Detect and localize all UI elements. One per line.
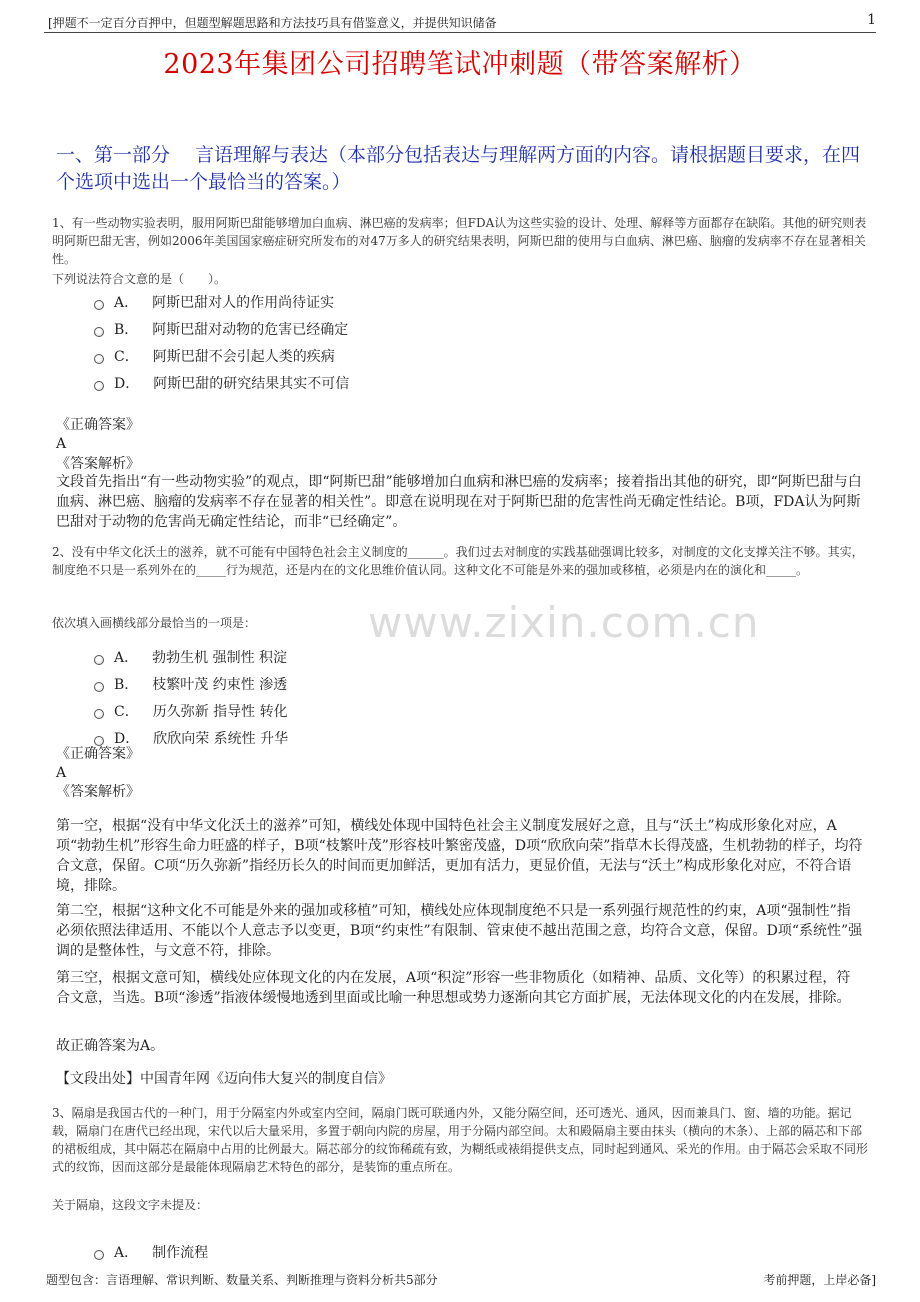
q2-source: 【文段出处】中国青年网《迈向伟大复兴的制度自信》 <box>56 1071 392 1087</box>
radio-icon[interactable] <box>94 682 104 692</box>
q1-option-c[interactable] <box>94 346 335 366</box>
q1-option-b[interactable] <box>94 319 348 339</box>
q2-stem: 2、没有中华文化沃土的滋养，就不可能有中国特色社会主义制度的______。我们过去对制度的实践基础强调比较多，对制度的文化支撑关注不够。其实，制度绝不只是一系列外在的_____行为规范，还是内在的文化思维价值认同。这种文化不可能是外来的强加或移植，必须是内在的演化和_____。 <box>52 545 864 577</box>
q1-analysis-label: 《答案解析》 <box>56 456 140 472</box>
q2-option-c[interactable] <box>94 701 288 721</box>
q3-option-a[interactable] <box>94 1242 208 1262</box>
option-text: 阿斯巴甜不会引起人类的疾病 <box>152 349 335 365</box>
radio-icon[interactable] <box>94 381 104 391</box>
option-letter: B． <box>114 322 139 338</box>
q2-analysis-p2: 第二空，根据“这种文化不可能是外来的强加或移植”可知，横线处应体现制度绝不只是一系列强行规范性的约束，A项“强制性”指必须依照法律适用、不能以个人意志予以变更，B项“约束性”有限制、管束使不越出范围之意，均符合文意，保留。D项“系统性”强调的是整体性，与文意不符，排除。 <box>56 903 863 959</box>
radio-icon[interactable] <box>94 709 104 719</box>
q2-analysis-p3: 第三空，根据文意可知，横线处应体现文化的内在发展，A项“积淀”形容一些非物质化（如精神、品质、文化等）的积累过程，符合文意，当选。B项“渗透”指液体缓慢地透到里面或比喻一种思想或势力逐渐向其它方面扩展，无法体现文化的内在发展，排除。 <box>56 970 851 1006</box>
page-number: 1 <box>867 12 876 28</box>
option-letter: C． <box>114 704 139 720</box>
radio-icon[interactable] <box>94 327 104 337</box>
q1-option-a[interactable] <box>94 292 334 312</box>
q1-analysis: 文段首先指出“有一些动物实验”的观点，即“阿斯巴甜”能够增加白血病和淋巴癌的发病率；接着指出其他的研究，即“阿斯巴甜与白血病、淋巴癌、脑瘤的发病率不存在显著的相关性”。即意在说明现在对于阿斯巴甜的危害性尚无确定性结论。B项，FDA认为阿斯巴甜对于动物的危害尚无确定性结论，而非“已经确定”。 <box>56 474 862 530</box>
option-text: 历久弥新 指导性 转化 <box>152 704 288 720</box>
q2-prompt: 依次填入画横线部分最恰当的一项是： <box>52 616 257 630</box>
q2-analysis-p1: 第一空，根据“没有中华文化沃土的滋养”可知，横线处体现中国特色社会主义制度发展好之意，且与“沃土”构成形象化对应，A项“勃勃生机”形容生命力旺盛的样子，B项“枝繁叶茂”形容枝叶繁密茂盛，D项“欣欣向荣”指草木长得茂盛，生机勃勃的样子，均符合文意，保留。C项“历久弥新”指经历长久的时间而更加鲜活，更加有活力，更显价值，无法与“沃土”构成形象化对应，不符合语境，排除。 <box>56 818 863 894</box>
radio-icon[interactable] <box>94 354 104 364</box>
footer-tagline: 考前押题，上岸必备] <box>763 1273 876 1287</box>
option-letter: D． <box>114 376 140 392</box>
q3-stem: 3、隔扇是我国古代的一种门，用于分隔室内外或室内空间，隔扇门既可联通内外，又能分隔空间，还可透光、通风，因而兼具门、窗、墙的功能。据记载，隔扇门在唐代已经出现，宋代以后大量采用，多置于朝向内院的房屋，用于分隔内部空间。太和殿隔扇主要由抹头（横向的木条）、上部的隔芯和下部的裙板组成，其中隔芯在隔扇中占用的比例最大。隔芯部分的纹饰稀疏有致，为糊纸或裱绢提供支点，同时起到通风、采光的作用。由于隔芯会采取不同形式的纹饰，因而这部分是最能体现隔扇艺术特色的部分，是装饰的重点所在。 <box>52 1106 869 1174</box>
option-text: 阿斯巴甜对人的作用尚待证实 <box>152 295 335 311</box>
section-heading: 一、第一部分 言语理解与表达（本部分包括表达与理解两方面的内容。请根据题目要求，在四个选项中选出一个最恰当的答案。） <box>56 144 861 193</box>
q1-answer: A <box>56 436 67 452</box>
q2-answer-label: 《正确答案》 <box>56 746 140 762</box>
q1-prompt: 下列说法符合文意的是（ ）。 <box>52 272 227 286</box>
footer-note: 题型包含：言语理解、常识判断、数量关系、判断推理与资料分析共5部分 <box>46 1273 438 1287</box>
radio-icon[interactable] <box>94 300 104 310</box>
q2-option-a[interactable] <box>94 647 287 667</box>
q3-prompt: 关于隔扇，这段文字未提及： <box>52 1198 209 1212</box>
option-letter: B． <box>114 677 139 693</box>
option-letter: A． <box>114 650 139 666</box>
watermark: www.zixin.com.cn <box>368 598 760 647</box>
radio-icon[interactable] <box>94 655 104 665</box>
q1-answer-label: 《正确答案》 <box>56 417 140 433</box>
option-text: 勃勃生机 强制性 积淀 <box>152 650 288 666</box>
radio-icon[interactable] <box>94 1250 104 1260</box>
option-letter: D． <box>114 731 140 747</box>
option-letter: A． <box>114 1245 139 1261</box>
page-title: 2023年集团公司招聘笔试冲刺题（带答案解析） <box>163 49 757 80</box>
option-letter: A． <box>114 295 139 311</box>
option-text: 欣欣向荣 系统性 升华 <box>153 731 289 747</box>
option-text: 制作流程 <box>152 1245 209 1261</box>
q2-conclusion: 故正确答案为A。 <box>56 1038 165 1054</box>
q1-option-d[interactable] <box>94 373 349 393</box>
option-letter: C． <box>114 349 139 365</box>
header-note: [押题不一定百分百押中，但题型解题思路和方法技巧具有借鉴意义，并提供知识储备 <box>48 16 497 30</box>
q1-stem: 1、有一些动物实验表明，服用阿斯巴甜能够增加白血病、淋巴癌的发病率；但FDA认为这些实验的设计、处理、解释等方面都存在缺陷。其他的研究则表明阿斯巴甜无害，例如2006年美国国家癌症研究所发布的对47万多人的研究结果表明，阿斯巴甜的使用与白血病、淋巴癌、脑瘤的发病率不存在显著相关性。 <box>52 216 867 266</box>
option-text: 枝繁叶茂 约束性 渗透 <box>152 677 288 693</box>
q2-analysis-label: 《答案解析》 <box>56 784 140 800</box>
q2-answer: A <box>56 765 67 781</box>
option-text: 阿斯巴甜对动物的危害已经确定 <box>152 322 349 338</box>
q2-option-b[interactable] <box>94 674 287 694</box>
header-divider <box>44 32 876 33</box>
option-text: 阿斯巴甜的研究结果其实不可信 <box>153 376 350 392</box>
